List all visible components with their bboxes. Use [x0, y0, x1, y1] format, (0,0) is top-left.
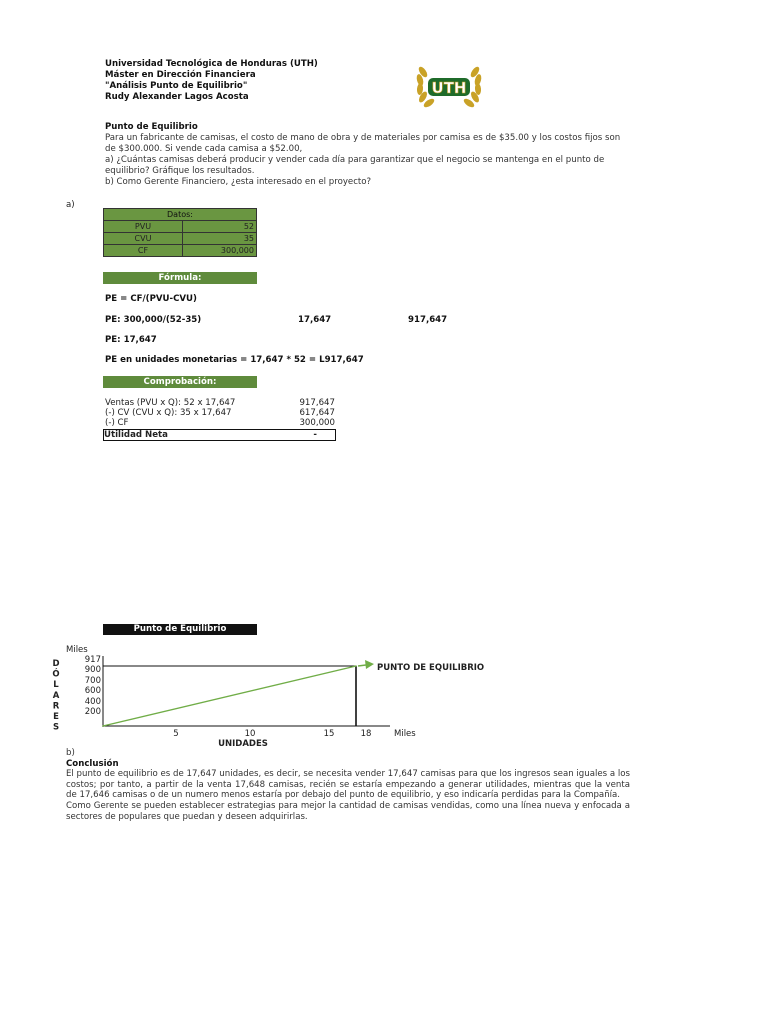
x-tick-label: 10	[244, 729, 256, 739]
comprobacion-value: 617,647	[299, 408, 335, 418]
comprobacion-header: Comprobación:	[103, 376, 257, 388]
datos-value: 52	[183, 221, 257, 233]
datos-label: PVU	[104, 221, 183, 233]
problem-paragraph-2: a) ¿Cuántas camisas deberá producir y vender cada día para garantizar que el negocio se mantenga en el punto de equilibrio? Gráfique los resultados.	[105, 155, 605, 176]
problem-paragraph-3: b) Como Gerente Financiero, ¿esta interesado en el proyecto?	[105, 177, 372, 187]
formula-pe-calc: PE: 300,000/(52-35)	[105, 315, 202, 325]
section-a-label: a)	[66, 200, 75, 210]
x-tick-label: 5	[173, 729, 179, 739]
table-row	[104, 233, 257, 245]
comprobacion-label: (-) CV (CVU x Q): 35 x 17,647	[105, 408, 232, 418]
annotation-arrow-shaft	[358, 665, 366, 666]
document-title: "Análisis Punto de Equilibrio"	[105, 81, 248, 91]
y-axis-label-letter: E	[53, 712, 59, 722]
comprobacion-list	[105, 398, 335, 428]
formula-pe-monetary: PE en unidades monetarias = 17,647 * 52 = L917,647	[105, 355, 364, 365]
x-tick-label: 15	[323, 729, 335, 739]
series-line	[103, 666, 356, 726]
datos-label: CVU	[104, 233, 183, 245]
datos-value: 35	[183, 233, 257, 245]
problem-title: Punto de Equilibrio	[105, 122, 198, 132]
list-item	[105, 398, 335, 408]
y-axis-label-letter: R	[52, 701, 60, 712]
formula-pe-result: PE: 17,647	[105, 335, 157, 345]
section-b-label: b)	[66, 748, 75, 758]
y-axis-label-letter: A	[52, 690, 60, 701]
formula-pe-money: 917,647	[408, 315, 448, 325]
conclusion-paragraph-1: El punto de equilibrio es de 17,647 unidades, es decir, se necesita vender 17,647 camisas para que los ingresos sean iguales a los costos; por tanto, a partir de la venta 17,648 camisas, recién se estaría empezando a generar utilidades, mientras que la venta de 17,646 camisas o de un numero menos estaría por debajo del punto de equilibrio, y eso indicaría perdidas para la Compañía.	[66, 769, 630, 801]
y-axis-label-letter: D	[52, 659, 60, 669]
datos-label: CF	[104, 245, 183, 257]
data-point	[355, 665, 357, 667]
uth-logo	[414, 62, 484, 112]
utilidad-neta-value: -	[313, 430, 317, 440]
conclusion-section	[66, 748, 630, 822]
y-tick-label: 600	[84, 686, 101, 696]
author-name: Rudy Alexander Lagos Acosta	[105, 92, 249, 102]
datos-value: 300,000	[183, 245, 257, 257]
y-tick-label: 200	[84, 707, 101, 717]
utilidad-neta-row	[103, 429, 336, 441]
problem-statement	[105, 122, 633, 188]
table-row	[104, 245, 257, 257]
y-axis-label-letter: L	[53, 680, 59, 691]
table-row	[104, 221, 257, 233]
y-tick-label: 400	[84, 697, 101, 707]
break-even-chart	[0, 640, 768, 750]
y-tick-label: 700	[84, 676, 101, 686]
x-tick-label: 18	[360, 729, 372, 739]
comprobacion-label: Ventas (PVU x Q): 52 x 17,647	[105, 398, 236, 408]
logo-text: UTH	[431, 79, 467, 97]
comprobacion-value: 300,000	[299, 418, 335, 428]
utilidad-neta-label: Utilidad Neta	[104, 430, 168, 440]
datos-title: Datos:	[104, 209, 257, 221]
comprobacion-label: (-) CF	[105, 418, 129, 428]
y-tick-label: 900	[84, 665, 101, 675]
y-axis-label-letter: Ó	[52, 669, 60, 680]
formula-pe-units: 17,647	[298, 315, 332, 325]
university-name: Universidad Tecnológica de Honduras (UTH)	[105, 59, 318, 69]
comprobacion-value: 917,647	[299, 398, 335, 408]
y-axis-label-letter: S	[52, 722, 60, 733]
conclusion-title: Conclusión	[66, 758, 119, 769]
y-tick-label: 917	[84, 655, 101, 665]
formula-pe: PE = CF/(PVU-CVU)	[105, 294, 197, 304]
program-name: Máster en Dirección Financiera	[105, 70, 256, 80]
x-axis-label: UNIDADES	[218, 739, 268, 749]
x-axis-unit: Miles	[394, 729, 416, 739]
document-header	[105, 59, 318, 103]
conclusion-paragraph-2: Como Gerente se pueden establecer estrategias para mejor la cantidad de camisas vendidas, como una línea nueva y enfocada a sectores de populares que puedan y deseen adquirirlas.	[66, 800, 630, 822]
list-item	[105, 418, 335, 428]
datos-table	[103, 208, 257, 257]
formula-header: Fórmula:	[103, 272, 257, 284]
y-axis-unit: Miles	[66, 645, 88, 655]
list-item	[105, 408, 335, 418]
problem-paragraph-1: Para un fabricante de camisas, el costo de mano de obra y de materiales por camisa es de $35.00 y los costos fijos son de $300.000. Si vende cada camisa a $52.00,	[105, 133, 621, 154]
data-point	[102, 725, 104, 727]
break-even-annotation: PUNTO DE EQUILIBRIO	[377, 663, 485, 673]
chart-title: Punto de Equilibrio	[103, 624, 257, 635]
annotation-arrow-icon	[365, 660, 374, 669]
